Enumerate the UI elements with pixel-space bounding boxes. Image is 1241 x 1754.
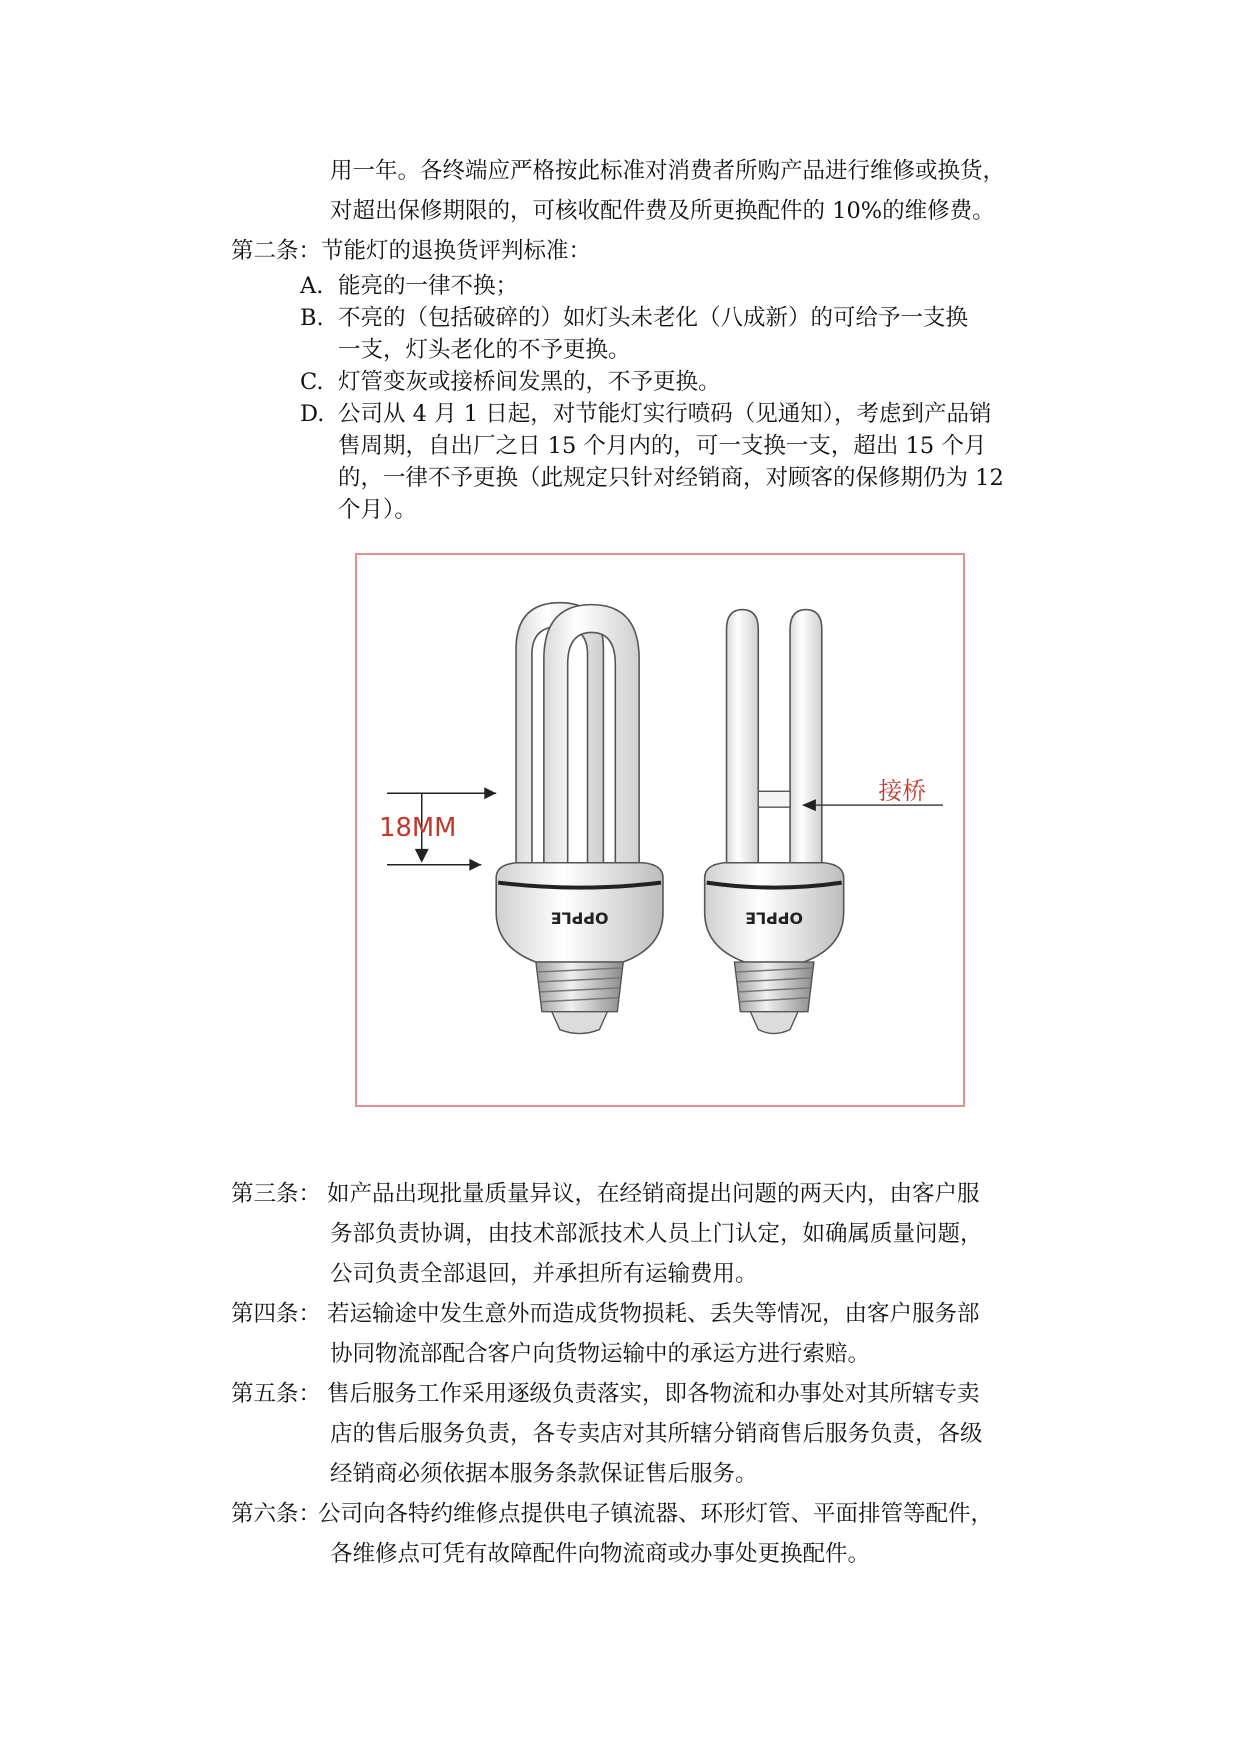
criteria-item-d-cont-1: 售周期，自出厂之日 15 个月内的，可一支换一支，超出 15 个月 — [338, 433, 987, 459]
criteria-item-a — [300, 270, 518, 302]
item-text: 能亮的一律不换； — [338, 273, 519, 299]
item-text: 灯管变灰或接桥间发黑的，不予更换。 — [338, 369, 721, 395]
left-lamp — [496, 603, 663, 1034]
article-3-line-3: 公司负责全部退回，并承担所有运输费用。 — [330, 1261, 758, 1287]
right-lamp — [705, 610, 844, 1034]
left-lamp-brand: OPPLE — [550, 908, 609, 928]
criteria-item-d — [300, 398, 992, 430]
article-6-label: 第六条： — [231, 1501, 322, 1527]
criteria-item-d-cont-3: 个月）。 — [338, 497, 417, 523]
article-3-line-1: 如产品出现批量质量异议，在经销商提出问题的两天内，由客户服 — [327, 1181, 980, 1207]
bridge-annotation — [802, 777, 943, 811]
criteria-item-b — [300, 302, 968, 334]
article-4-line-1: 若运输途中发生意外而造成货物损耗、丢失等情况，由客户服务部 — [327, 1301, 980, 1327]
lamp-illustration — [357, 555, 963, 1105]
item-marker: B. — [300, 305, 324, 331]
item-marker: D. — [300, 401, 325, 427]
article-4-line-2: 协同物流部配合客户向货物运输中的承运方进行索赔。 — [330, 1341, 871, 1367]
article-5-line-1: 售后服务工作采用逐级负责落实，即各物流和办事处对其所辖专卖 — [327, 1381, 980, 1407]
intro-line-1: 用一年。各终端应严格按此标准对消费者所购产品进行维修或换货， — [330, 158, 1006, 184]
lamp-figure — [355, 553, 965, 1107]
bridge-label: 接桥 — [878, 777, 927, 806]
intro-line-2: 对超出保修期限的，可核收配件费及所更换配件的 10%的维修费。 — [330, 198, 995, 224]
article-4-label: 第四条： — [231, 1301, 322, 1327]
item-text: 不亮的（包括破碎的）如灯头未老化（八成新）的可给予一支换 — [338, 305, 969, 331]
article-3-line-2: 务部负责协调，由技术部派技术人员上门认定，如确属质量问题， — [330, 1221, 983, 1247]
criteria-item-b-cont: 一支，灯头老化的不予更换。 — [338, 337, 631, 363]
article-6-line-2: 各维修点可凭有故障配件向物流商或办事处更换配件。 — [330, 1541, 871, 1567]
criteria-item-c — [300, 366, 721, 398]
right-lamp-brand: OPPLE — [745, 908, 804, 928]
article-3-label: 第三条： — [231, 1181, 322, 1207]
dimension-label: 18MM — [379, 812, 457, 843]
item-marker: C. — [300, 369, 324, 395]
criteria-item-d-cont-2: 的，一律不予更换（此规定只针对经销商，对顾客的保修期仍为 12 — [338, 465, 1004, 491]
article-5-line-3: 经销商必须依据本服务条款保证售后服务。 — [330, 1461, 758, 1487]
item-marker: A. — [300, 273, 324, 299]
item-text: 公司从 4 月 1 日起，对节能灯实行喷码（见通知），考虑到产品销 — [338, 401, 992, 427]
article-6-line-1: 公司向各特约维修点提供电子镇流器、环形灯管、平面排管等配件， — [318, 1501, 994, 1527]
article-5-label: 第五条： — [231, 1381, 322, 1407]
dimension-annotation — [379, 787, 496, 870]
article-5-line-2: 店的售后服务负责，各专卖店对其所辖分销商售后服务负责，各级 — [330, 1421, 983, 1447]
article-2-title: 第二条：节能灯的退换货评判标准： — [231, 238, 592, 264]
